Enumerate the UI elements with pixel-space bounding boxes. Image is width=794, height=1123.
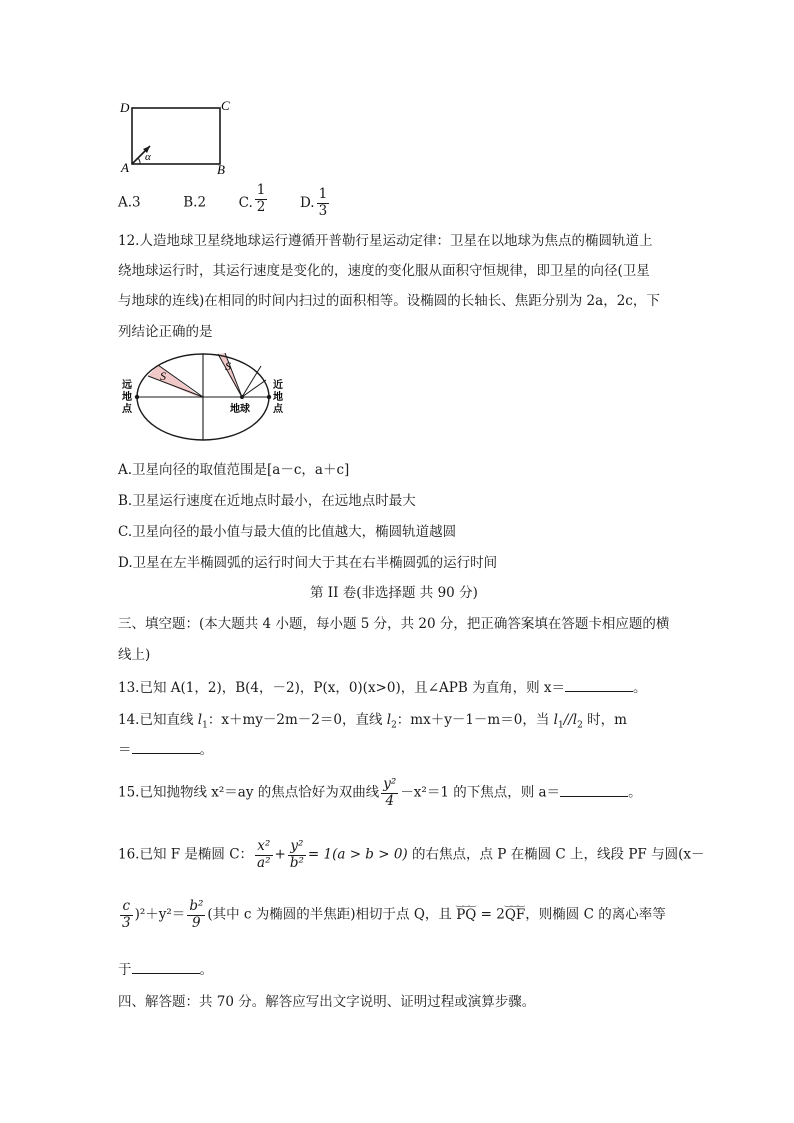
label-s-right: S xyxy=(225,359,231,373)
radius-line xyxy=(242,366,261,397)
q12-line-3: 与地球的连线)在相同的时间内扫过的面积相等。设椭圆的长轴长、焦距分别为 2a，2c，下 xyxy=(118,293,660,309)
ellipse-orbit-figure xyxy=(118,348,288,446)
q12-option-a: A.卫星向径的取值范围是[a－c，a＋c] xyxy=(118,462,350,478)
option-c: C. $\frac{1}{2}$ xyxy=(238,182,266,215)
answer-blank[interactable] xyxy=(132,972,200,974)
q14-line-2: ＝ 。 xyxy=(118,742,213,758)
label-a: A xyxy=(121,160,129,175)
q15: 15.已知抛物线 x²＝ay 的焦点恰好为双曲线 $\frac{\text{y²}}{4}$ －x²＝1 的下焦点，则 a＝ 。 xyxy=(118,776,642,809)
q12-option-c: C.卫星向径的最小值与最大值的比值越大，椭圆轨道越圆 xyxy=(118,524,457,540)
q12-option-d: D.卫星在左半椭圆弧的运行时间大于其在右半椭圆弧的运行时间 xyxy=(118,555,498,571)
near-point-dot xyxy=(267,395,271,399)
q14-line-1: 14.已知直线 $l_1$：x＋my－2m－2＝0，直线 $l_2$：mx＋y－1－m＝0，当 $l_1//l_2$ 时，m xyxy=(118,712,627,731)
section-4-title: 四、解答题：共 70 分。解答应写出文字说明、证明过程或演算步骤。 xyxy=(118,994,536,1010)
q16-line-2: $\frac{c}{3}$ )²＋y²＝ $\frac{\text{b²}}{9}$ (其中 c 为椭圆的半焦距)相切于点 Q，且 ‿‿‿ PQ = 2‿‿‿ QF，则椭圆 C 的离心率等 xyxy=(118,900,666,930)
answer-blank[interactable] xyxy=(560,795,628,797)
answer-blank[interactable] xyxy=(565,690,633,692)
rectangle-figure xyxy=(118,96,238,178)
label-c: C xyxy=(221,98,230,113)
q11-options xyxy=(118,182,331,219)
far-label-1: 远 xyxy=(122,380,132,391)
section-3-line-1: 三、填空题：(本大题共 4 小题，每小题 5 分，共 20 分，把正确答案填在答题卡相应题的横 xyxy=(118,616,670,632)
option-b: B.2 xyxy=(183,194,207,211)
near-label-2: 地 xyxy=(273,392,283,403)
vector-pq: ‿‿‿ PQ xyxy=(456,907,476,923)
section-3-line-2: 线上) xyxy=(118,647,151,663)
near-label-1: 近 xyxy=(273,380,283,391)
q16-line-3: 于 。 xyxy=(118,962,213,978)
earth-dot xyxy=(240,395,244,399)
vector-qf: ‿‿‿ QF xyxy=(505,907,525,923)
label-b: B xyxy=(217,162,225,177)
option-d: D. $\frac{1}{3}$ xyxy=(299,186,328,219)
q12-option-b: B.卫星运行速度在近地点时最小，在远地点时最大 xyxy=(118,493,416,509)
q13: 13.已知 A(1，2)，B(4，－2)，P(x，0)(x>0)，且∠APB 为直角，则 x＝ 。 xyxy=(118,680,647,696)
q12-line-4: 列结论正确的是 xyxy=(118,324,213,340)
label-d: D xyxy=(120,100,130,115)
q12-line-2: 绕地球运行时，其运行速度是变化的，速度的变化服从面积守恒规律，即卫星的向径(卫星 xyxy=(118,263,650,279)
q12-line-1: 12.人造地球卫星绕地球运行遵循开普勒行星运动定律：卫星在以地球为焦点的椭圆轨道上 xyxy=(118,233,653,249)
label-s-left: S xyxy=(160,369,166,383)
far-point-dot xyxy=(135,395,139,399)
far-label-2: 地 xyxy=(122,392,132,403)
option-a: A.3 xyxy=(118,194,141,211)
angle-arc xyxy=(138,158,140,164)
near-label-3: 点 xyxy=(273,404,283,415)
label-alpha: α xyxy=(145,151,151,163)
answer-blank[interactable] xyxy=(132,752,200,754)
far-label-3: 点 xyxy=(122,404,132,415)
earth-label: 地球 xyxy=(230,404,250,415)
section-2-title: 第 II 卷(非选择题 共 90 分) xyxy=(310,585,478,601)
radius-line xyxy=(242,380,266,397)
q16-line-1: 16.已知 F 是椭圆 C： $\frac{\text{x²}}{\text{a²}}$ + $\frac{\text{y²}}{\text{b²}}$ = 1(a > b > 0) 的右焦点，点 P 在椭圆 C 上，线段 PF 与圆(x－ xyxy=(118,838,705,871)
